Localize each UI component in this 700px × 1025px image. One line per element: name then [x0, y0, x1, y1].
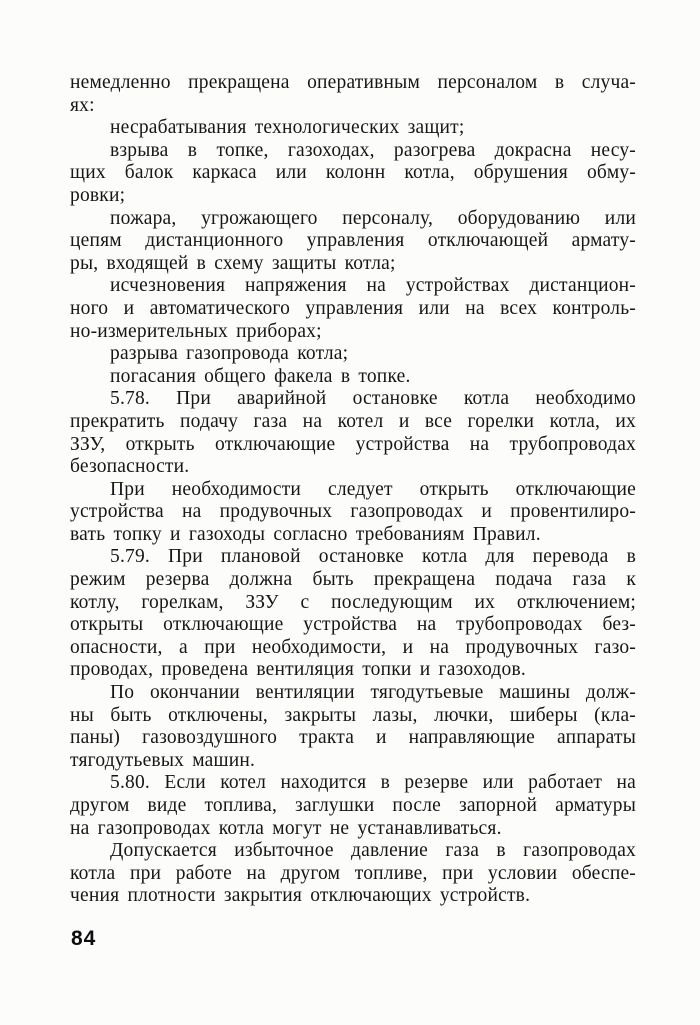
text-line: котлу, горелкам, ЗЗУ с последующим их отключением;: [70, 591, 636, 613]
text-line: взрыва в топке, газоходах, разогрева докрасна несу-: [110, 139, 636, 161]
text-line: 5.78. При аварийной остановке котла необходимо: [110, 388, 636, 410]
text-line: пожара, угрожающего персоналу, оборудованию или: [110, 207, 636, 229]
text-line: При необходимости следует открыть отключающие: [110, 478, 636, 500]
text-line: проводах, проведена вентиляция топки и газоходов.: [70, 659, 526, 681]
text-line: паны) газовоздушного тракта и направляющие аппараты: [70, 727, 636, 749]
text-line: тягодутьевых машин.: [70, 749, 256, 771]
page-footer: [71, 927, 96, 951]
text-line: 5.79. При плановой остановке котла для перевода в: [110, 546, 636, 568]
text-line: погасания общего факела в топке.: [110, 365, 411, 387]
page-number: 84: [71, 927, 97, 950]
text-line: устройства на продувочных газопроводах и провентилиро-: [70, 501, 636, 523]
text-line: По окончании вентиляции тягодутьевые машины долж-: [110, 682, 636, 704]
text-line: ры, входящей в схему защиты котла;: [70, 252, 396, 274]
text-line: ного и автоматического управления или на всех контроль-: [70, 297, 636, 319]
text-line: Допускается избыточное давление газа в газопроводах: [110, 840, 636, 862]
text-line: цепям дистанционного управления отключающей армату-: [70, 230, 636, 252]
text-line: исчезновения напряжения на устройствах дистанцион-: [110, 275, 636, 297]
text-line: опасности, а при необходимости, и на продувочных газо-: [70, 636, 636, 658]
text-line: щих балок каркаса или колонн котла, обрушения обму-: [70, 162, 636, 184]
text-line: немедленно прекращена оперативным персоналом в случа-: [70, 72, 636, 93]
body-text: [70, 72, 636, 908]
text-line: ях:: [70, 94, 95, 116]
text-line: разрыва газопровода котла;: [110, 343, 349, 365]
text-line: несрабатывания технологических защит;: [110, 117, 465, 139]
text-line: другом виде топлива, заглушки после запорной арматуры: [70, 795, 636, 816]
text-line: на газопроводах котла могут не устанавливаться.: [70, 817, 502, 839]
text-line: 5.80. Если котел находится в резерве или работает на: [110, 772, 636, 794]
text-line: ны быть отключены, закрыты лазы, лючки, шиберы (кла-: [70, 704, 636, 726]
text-line: ЗЗУ, открыть отключающие устройства на трубопроводах: [70, 433, 636, 455]
text-line: открыты отключающие устройства на трубопроводах без-: [70, 614, 636, 636]
text-line: безопасности.: [70, 456, 190, 478]
text-line: прекратить подачу газа на котел и все горелки котла, их: [70, 410, 636, 432]
text-line: ровки;: [70, 184, 126, 206]
text-line: вать топку и газоходы согласно требованиям Правил.: [70, 523, 541, 545]
text-line: чения плотности закрытия отключающих устройств.: [70, 885, 531, 907]
text-line: но-измерительных приборах;: [70, 320, 322, 342]
text-line: котла при работе на другом топливе, при условии обеспе-: [70, 862, 636, 884]
text-line: режим резерва должна быть прекращена подача газа к: [70, 569, 636, 591]
